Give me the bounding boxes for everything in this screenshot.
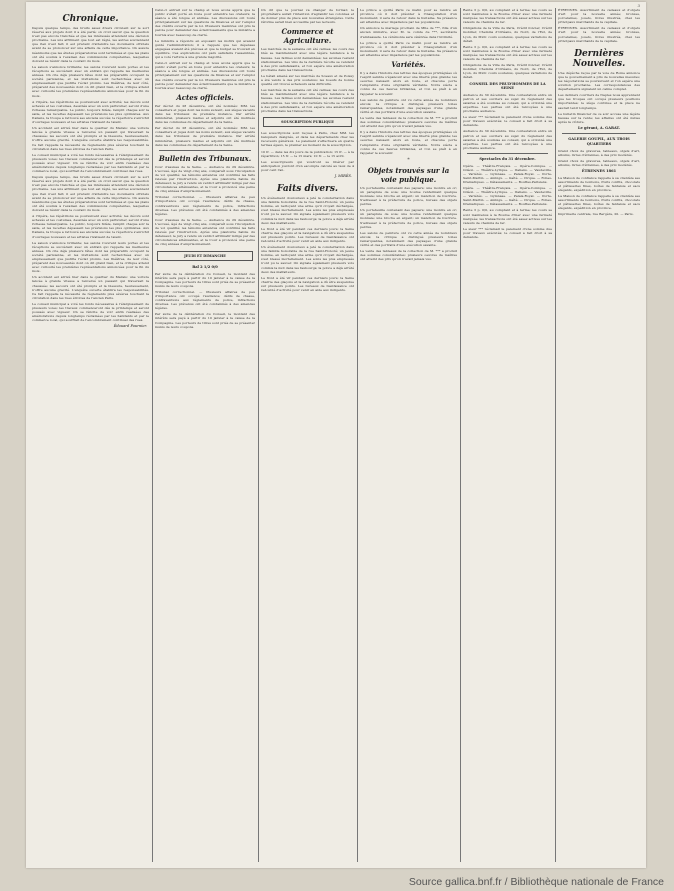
section-heading: Commerce et Agriculture. bbox=[281, 27, 334, 46]
article-paragraph: Cour d'assises de la Seine. — Audience du 29 décembre. L'accusé, âgé de vingt-cinq ans, comparaît sous l'inculpation de vol qualifié; les témoins entendus ont confirmé les faits relevés par l'instruction. Après une plaidoirie habile du défenseur, le jury a rendu un verdict affirmatif mitigé par des circonstances atténuantes, et la Cour a prononcé une peine de cinq années d'emprisonnement. bbox=[155, 217, 255, 247]
article-paragraph: Tribunal correctionnel. — Plusieurs affaires de peu d'importance ont occupé l'audience; délits de chasse, contraventions aux règlements de police, infractions diverses. Les prévenus ont été condamnés à des amendes légères. bbox=[155, 289, 255, 311]
column-rule bbox=[258, 8, 259, 862]
article-paragraph: Le sieur *** réclamait le paiement d'une somme due pour travaux exécutés; le conseil a fait droit à sa demande. bbox=[463, 115, 552, 128]
article-paragraph: Par décret du 28 décembre, ont été nommés: MM. les conseillers et juges dont les noms suivent, aux sièges vacants dans les tribunaux de première instance. Par arrêté ministériel, plusieurs maires et adjoints ont été institués dans les communes du département de la Seine. bbox=[155, 103, 255, 125]
article-paragraph: Opéra. — Théâtre-Français. — Opéra-Comique. — Odéon. — Théâtre-Lyrique. — Italiens. — Vaudeville. — Variétés. — Gymnase. — Palais-Royal. — Porte-Saint-Martin. — Ambigu. — Gaîté. — Cirque. — Folies-Dramatiques. — Délassements. — Bouffes-Parisiens. bbox=[463, 163, 552, 184]
article-paragraph: Le bétail amené sur les marchés de Sceaux et de Poissy a été vendu à des prix soutenus; les boeufs de bonne qualité ont trouvé acheteurs sans difficulté. bbox=[261, 73, 354, 87]
separator bbox=[467, 153, 548, 154]
article-paragraph: Par suite de la délibération du Conseil, le montant des intérêts sera payé à partir du 10 janvier à la caisse de la Compagnie. Les porteurs de titres sont priés de se présenter munis de leurs coupons. bbox=[155, 271, 255, 288]
article-paragraph: Rente 3 p. 0/0, au comptant et à terme; les cours se sont maintenus à la Bourse d'hier avec une fermeté marquée; les transactions ont été assez actives sur les valeurs de chemins de fer. bbox=[463, 208, 552, 225]
article-paragraph: Celui-ci entrait sur le champ et nous avons appris que le public s'était porté en foule pour entendre les orateurs; la séance a été longue et animée. Les discussions ont roulé principalement sur les questions de finances et sur l'emploi des crédits ouverts par la loi. Plusieurs membres ont pris la parole pour demander des éclaircissements que le ministre a fournis avec beaucoup de clarté. bbox=[155, 8, 255, 37]
article-paragraph: Un événement douloureux a jeté la consternation dans une famille honorable de la rue Saint-Honoré; un jeune homme, en nettoyant une arme qu'il croyait déchargée, s'est blessé mortellement. Les soins les plus empressés n'ont pu le sauver. On signale également plusieurs vols commis la nuit dans les faubourgs; la police a déjà arrêté deux des malfaiteurs. bbox=[261, 245, 354, 274]
article-paragraph: La saison s'annonce brillante; les salons rouvrent leurs portes et les réceptions se succèdent avec un entrain qui rappelle les meilleures années. On cite déjà plusieurs fêtes dont les préparatifs occupent la société parisienne, et les invitations sont recherchées avec un empressement que justifie l'éclat promis. Les théâtres, de leur côté, préparent des nouveautés dont on dit grand bien, et la critique attend avec curiosité les premières représentations annoncées pour la fin du mois. bbox=[32, 64, 149, 98]
column-5 bbox=[463, 8, 552, 862]
article-paragraph: Un portefeuille contenant des papiers; une montre en or; un parapluie de soie; une bourse renfermant quelque monnaie; une broche en argent; un manchon de fourrure. S'adresser à la préfecture de police, bureau des objets perdus. bbox=[360, 208, 457, 229]
article-paragraph: Audience du 30 décembre. Une contestation entre un patron et ses ouvriers au sujet du règlement des salaires a été soumise au conseil, qui a ordonné une expertise. Les parties ont été renvoyées à une prochaine audience. bbox=[463, 92, 552, 114]
chronique-heading: Chronique. bbox=[62, 14, 119, 24]
article-paragraph: Le prince a quitté Paris ce matin pour se rendre en province où il doit présider à l'inauguration d'un monument; il sera de retour dans la huitaine. Sa présence est attendue avec impatience par les populations. bbox=[360, 8, 457, 25]
advert-paragraph: Imprimerie centrale, rue Bergère, 20. — Paris. bbox=[558, 212, 634, 217]
subscription-box: SOUSCRIPTION PUBLIQUE bbox=[263, 117, 352, 127]
article-paragraph: ÉTRENNES. Assortiment de cadeaux et d'objets d'art pour la nouvelle année; bronzes, porcelaines, jouets, livres illustrés, chez les principaux marchands de la capitale. bbox=[558, 8, 640, 25]
spectacles-heading: Spectacles du 31 décembre. bbox=[479, 156, 536, 161]
article-paragraph: Les souscriptions sont reçues à Paris, chez MM. les banquiers désignés, et dans les départements chez les receveurs généraux. Le paiement s'effectuera en quatre termes égaux, le premier au moment de la souscription. bbox=[261, 131, 354, 148]
notice-box: JEUDI ET DIMANCHE bbox=[157, 251, 253, 261]
article-paragraph: A l'Opéra, les répétitions se poursuivent avec activité; les décors sont achevés et les costumes, dessinés avec un soin particulier, seront d'une richesse remarquable. Le public, toujours fidèle, remplit chaque soir la salle, et les recettes dépassent les prévisions les plus optimistes. Aux Italiens, la troupe a retrouvé ses anciens succès; le répertoire s'enrichit d'ouvrages nouveaux et les artistes rivalisent de talent. bbox=[32, 99, 149, 125]
column-6 bbox=[558, 8, 640, 862]
article-paragraph: La vente des tableaux de la collection de M. *** a produit des sommes considérables; plusieurs oeuvres de maîtres ont atteint des prix qu'on n'avait jamais vus. bbox=[360, 249, 457, 262]
column-rule bbox=[555, 8, 556, 862]
column-3 bbox=[261, 8, 354, 862]
author-signature: Édouard Fournier. bbox=[113, 324, 147, 329]
article-paragraph: Rente 3 p. 0/0, au comptant et à terme; les cours se sont maintenus à la Bourse d'hier avec une fermeté marquée; les transactions ont été assez actives sur les valeurs de chemins de fer. bbox=[463, 8, 552, 25]
article-paragraph: Les souscripteurs qui voudront se libérer par anticipation jouiront d'un escompte calculé au taux de 4 pour cent l'an. bbox=[261, 159, 354, 172]
article-paragraph: Un portefeuille contenant des papiers; une montre en or; un parapluie de soie; une bourse renfermant quelque monnaie; une broche en argent; un manchon de fourrure. S'adresser à la préfecture de police, bureau des objets perdus. bbox=[360, 185, 457, 207]
article-paragraph: Les salons de peinture ont vu cette année de nombreux envois; la critique a distingué plusieurs toiles remarquables, notamment des paysages d'une grande vérité et des portraits d'une exécution savante. bbox=[360, 97, 457, 114]
article-paragraph: Les derniers courriers de Naples nous apprennent que les troupes ont occupé plusieurs positions importantes; le siège continue et la place ne saurait tenir longtemps. bbox=[558, 93, 640, 110]
article-paragraph: Le froid a été vif pendant ces derniers jours; la Seine charrie des glaçons et la navigation a dû être suspendue sur plusieurs points. Les bureaux de bienfaisance ont redoublé d'activité pour venir en aide aux indigents. bbox=[261, 275, 354, 292]
section-heading: CONSEIL DES PRUD'HOMMES DE LA SEINE bbox=[469, 81, 546, 91]
article-paragraph: Obligations de la Ville de Paris, Crédit foncier, Crédit mobilier, Chemins d'Orléans, du Nord, de l'Est, de Lyon, du Midi: cours soutenus, quelques variations de détail. bbox=[463, 63, 552, 80]
advert-paragraph: Grand choix de gravures, tableaux, objets d'art, albums, livres d'étrennes, à des prix modérés. bbox=[558, 158, 640, 167]
column-4 bbox=[360, 8, 457, 862]
article-paragraph: La vente des tableaux de la collection de M. *** a produit des sommes considérables; plusieurs oeuvres de maîtres ont atteint des prix qu'on n'avait jamais vus. bbox=[360, 115, 457, 129]
article-paragraph: Opéra. — Théâtre-Français. — Opéra-Comique. — Odéon. — Théâtre-Lyrique. — Italiens. — Vaudeville. — Variétés. — Gymnase. — Palais-Royal. — Porte-Saint-Martin. — Ambigu. — Gaîté. — Cirque. — Folies-Dramatiques. — Délassements. — Bouffes-Parisiens. bbox=[463, 185, 552, 207]
article-paragraph: Obligations de la Ville de Paris, Crédit foncier, Crédit mobilier, Chemins d'Orléans, du Nord, de l'Est, de Lyon, du Midi: cours soutenus, quelques variations de détail. bbox=[463, 26, 552, 43]
faits-divers-heading: Faits divers. bbox=[276, 184, 339, 195]
article-paragraph: ÉTRENNES. Assortiment de cadeaux et d'objets d'art pour la nouvelle année; bronzes, porcelaines, jouets, livres illustrés, chez les principaux marchands de la capitale. bbox=[558, 26, 640, 43]
article-paragraph: Un accident est arrivé hier dans le quartier du Marais: une voiture lancée à grande vitesse a renversé un passant qui traversait la chaussée; les secours ont été prompts et la blessure, heureusement, n'offre aucune gravité. L'enquête ouverte établira les responsabilités. Ce fait rappelle la nécessité de règlements plus sévères touchant la circulation dans les rues étroites de l'ancien Paris. bbox=[32, 275, 149, 300]
newspaper-page bbox=[26, 2, 646, 868]
article-paragraph: Le froid a été vif pendant ces derniers jours; la Seine charrie des glaçons et la navigation a dû être suspendue sur plusieurs points. Les bureaux de bienfaisance ont redoublé d'activité pour venir en aide aux indigents. bbox=[261, 226, 354, 243]
section-heading: Variétés. bbox=[391, 60, 426, 70]
ornament: * bbox=[407, 156, 410, 163]
article-paragraph: Depuis quelque temps, des bruits assez divers circulent sur le sort réservé aux projets dont il a été parlé; on croit savoir que la question n'est pas encore tranchée et que les intéressés attendent une décision prochaine. Les uns affirment que tout est réglé, les autres soutiennent que rien n'est fait; il est prudent d'attendre les documents officiels avant de se prononcer sur une affaire de cette importance. On assure néanmoins que les études préparatoires sont terminées et que les plans ont été soumis à l'examen des commissions compétentes, lesquelles doivent se réunir dans le courant du mois. bbox=[32, 26, 149, 63]
article-paragraph: Le bulletin financier de ce soir accuse une légère hausse sur la rente; les affaires ont été nulles après la clôture. bbox=[558, 111, 640, 124]
article-paragraph: On annonce le mariage prochain de Mlle de ***, fille d'un ancien ministre, avec M. le comte de ***, secrétaire d'ambassade. La cérémonie sera célébrée dans l'intimité. bbox=[360, 26, 457, 39]
article-paragraph: Le sieur *** réclamait le paiement d'une somme due pour travaux exécutés; le conseil a fait droit à sa demande. bbox=[463, 226, 552, 239]
section-heading: Bulletin des Tribunaux. bbox=[158, 153, 252, 163]
column-2 bbox=[155, 8, 255, 862]
article-paragraph: Les marchés de la semaine ont été calmes; les cours des blés se maintiennent avec une légère tendance à la hausse. Les farines sont demandées; les avoines restent stationnaires. Les vins de la dernière récolte se vendent à des prix satisfaisants, et l'on espère une amélioration prochaine dans les transactions. bbox=[261, 47, 354, 72]
article-paragraph: Le ministre a répondu en exposant les motifs qui avaient guidé l'administration; il a rappelé que les dépenses engagées avaient été prévues et que le budget se trouvait en équilibre. Ces explications ont paru satisfaire l'assemblée, qui a voté l'article à une grande majorité. bbox=[155, 38, 255, 60]
article-paragraph: Les salons de peinture ont vu cette année de nombreux envois; la critique a distingué plusieurs toiles remarquables, notamment des paysages d'une grande vérité et des portraits d'une exécution savante. bbox=[360, 230, 457, 248]
article-paragraph: Le conseil municipal a voté les fonds nécessaires à l'élargissement de plusieurs voies; les travaux commenceront dès le printemps et seront poussés avec vigueur. On se félicite de voir enfin réalisées des améliorations depuis longtemps réclamées par les habitants et par le commerce local, qui souffrait de l'encombrement continuel des rues. bbox=[32, 152, 149, 174]
advert-paragraph: La Maison de confiance rappelle à sa clientèle ses assortiments de bonbons, fruits confits, chocolats et pâtisseries fines, boîtes de fantaisie et sacs élégants, expédition en province. bbox=[558, 194, 640, 211]
author-signature: J. MIRÈS. bbox=[334, 174, 352, 179]
article-paragraph: Par décret du 28 décembre, ont été nommés: MM. les conseillers et juges dont les noms suivent, aux sièges vacants dans les tribunaux de première instance. Par arrêté ministériel, plusieurs maires et adjoints ont été institués dans les communes du département de la Seine. bbox=[155, 126, 255, 147]
column-rule bbox=[357, 8, 358, 862]
article-paragraph: Le prince a quitté Paris ce matin pour se rendre en province où il doit présider à l'inauguration d'un monument; il sera de retour dans la huitaine. Sa présence est attendue avec impatience par les populations. bbox=[360, 40, 457, 57]
dernieres-nouvelles-heading: Dernières Nouvelles. bbox=[572, 48, 626, 69]
advert-title: ÉTRENNES 1861 bbox=[581, 169, 617, 174]
advert-title: GALERIE GOUPIL, AUX TROIS QUARTIERS bbox=[568, 137, 630, 147]
column-rule bbox=[152, 8, 153, 862]
article-paragraph: Il y a dans l'histoire des lettres des époques privilégiées où l'esprit semble s'épanouir avec une liberté plus grande; les oeuvres naissent alors en foule, et chacune porte l'empreinte d'une originalité véritable. Notre siècle a connu de ces heures brillantes, et l'on se plaît à en rappeler le souvenir. bbox=[360, 71, 457, 96]
article-paragraph: Tribunal correctionnel. — Plusieurs affaires de peu d'importance ont occupé l'audience; délits de chasse, contraventions aux règlements de police, infractions diverses. Les prévenus ont été condamnés à des amendes légères. bbox=[155, 195, 255, 216]
article-paragraph: Par suite de la délibération du Conseil, le montant des intérêts sera payé à partir du 10 janvier à la caisse de la Compagnie. Les porteurs de titres sont priés de se présenter munis de leurs coupons. bbox=[155, 312, 255, 329]
page-marker: 3 bbox=[637, 3, 640, 8]
column-rule bbox=[460, 8, 461, 862]
article-paragraph: A l'Opéra, les répétitions se poursuivent avec activité; les décors sont achevés et les costumes, dessinés avec un soin particulier, seront d'une richesse remarquable. Le public, toujours fidèle, remplit chaque soir la salle, et les recettes dépassent les prévisions les plus optimistes. Aux Italiens, la troupe a retrouvé ses anciens succès; le répertoire s'enrichit d'ouvrages nouveaux et les artistes rivalisent de talent. bbox=[32, 214, 149, 239]
advert-paragraph: La Maison de confiance rappelle à sa clientèle ses assortiments de bonbons, fruits confits, chocolats et pâtisseries fines, boîtes de fantaisie et sacs élégants, expédition en province. bbox=[558, 175, 640, 192]
article-paragraph: Un accident est arrivé hier dans le quartier du Marais: une voiture lancée à grande vitesse a renversé un passant qui traversait la chaussée; les secours ont été prompts et la blessure, heureusement, n'offre aucune gravité. L'enquête ouverte établira les responsabilités. Ce fait rappelle la nécessité de règlements plus sévères touchant la circulation dans les rues étroites de l'ancien Paris. bbox=[32, 126, 149, 151]
article-paragraph: 10 fr. — dans les dix jours de la publication; 15 fr. — à la répartition; 15 fr. — le 15 mars; 10 fr. — le 15 avril. bbox=[261, 149, 354, 158]
article-paragraph: Un événement douloureux a jeté la consternation dans une famille honorable de la rue Saint-Honoré; un jeune homme, en nettoyant une arme qu'il croyait déchargée, s'est blessé mortellement. Les soins les plus empressés n'ont pu le sauver. On signale également plusieurs vols commis la nuit dans les faubourgs; la police a déjà arrêté deux des malfaiteurs. bbox=[261, 196, 354, 225]
article-paragraph: Il y a dans l'histoire des lettres des époques privilégiées où l'esprit semble s'épanouir avec une liberté plus grande; les oeuvres naissent alors en foule, et chacune porte l'empreinte d'une originalité véritable. Notre siècle a connu de ces heures brillantes, et l'on se plaît à en rappeler le souvenir. bbox=[360, 130, 457, 155]
column-1 bbox=[32, 8, 149, 862]
source-credit: Source gallica.bnf.fr / Bibliothèque nationale de France bbox=[408, 876, 664, 888]
separator bbox=[562, 133, 636, 134]
article-paragraph: Les marchés de la semaine ont été calmes; les cours des blés se maintiennent avec une légère tendance à la hausse. Les farines sont demandées; les avoines restent stationnaires. Les vins de la dernière récolte se vendent à des prix satisfaisants, et l'on espère une amélioration prochaine dans les transactions. bbox=[261, 88, 354, 113]
article-paragraph: Celui-ci entrait sur le champ et nous avons appris que le public s'était porté en foule pour entendre les orateurs; la séance a été longue et animée. Les discussions ont roulé principalement sur les questions de finances et sur l'emploi des crédits ouverts par la loi. Plusieurs membres ont pris la parole pour demander des éclaircissements que le ministre a fournis avec beaucoup de clarté. bbox=[155, 61, 255, 90]
article-paragraph: Le conseil municipal a voté les fonds nécessaires à l'élargissement de plusieurs voies; les travaux commenceront dès le printemps et seront poussés avec vigueur. On se félicite de voir enfin réalisées des améliorations depuis longtemps réclamées par les habitants et par le commerce local, qui souffrait de l'encombrement continuel des rues. bbox=[32, 301, 149, 323]
article-paragraph: Rente 3 p. 0/0, au comptant et à terme; les cours se sont maintenus à la Bourse d'hier avec une fermeté marquée; les transactions ont été assez actives sur les valeurs de chemins de fer. bbox=[463, 44, 552, 62]
article-paragraph: Une dépêche reçue par la voie de Rome annonce que le gouvernement a pris de nouvelles mesures; les négociations se poursuivent et l'on espère une solution prochaine. Les correspondances des départements signalent un calme complet. bbox=[558, 70, 640, 92]
article-paragraph: Cour d'assises de la Seine. — Audience du 29 décembre. L'accusé, âgé de vingt-cinq ans, comparaît sous l'inculpation de vol qualifié; les témoins entendus ont confirmé les faits relevés par l'instruction. Après une plaidoirie habile du défenseur, le jury a rendu un verdict affirmatif mitigé par des circonstances atténuantes, et la Cour a prononcé une peine de cinq années d'emprisonnement. bbox=[155, 164, 255, 194]
article-paragraph: La saison s'annonce brillante; les salons rouvrent leurs portes et les réceptions se succèdent avec un entrain qui rappelle les meilleures années. On cite déjà plusieurs fêtes dont les préparatifs occupent la société parisienne, et les invitations sont recherchées avec un empressement que justifie l'éclat promis. Les théâtres, de leur côté, préparent des nouveautés dont on dit grand bien, et la critique attend avec curiosité les premières représentations annoncées pour la fin du mois. bbox=[32, 240, 149, 274]
gerant-line: Le gérant, A. GARAT. bbox=[577, 125, 621, 130]
section-heading: Objets trouvés sur la voie publique. bbox=[367, 165, 450, 184]
article-paragraph: On dit que le journal va changer de format; le propriétaire aurait l'intention d'agrandir les colonnes et de donner plus de place aux nouvelles étrangères. Cette réforme serait bien accueillie par les lecteurs. bbox=[261, 8, 354, 25]
article-paragraph: Audience du 30 décembre. Une contestation entre un patron et ses ouvriers au sujet du règlement des salaires a été soumise au conseil, qui a ordonné une expertise. Les parties ont été renvoyées à une prochaine audience. bbox=[463, 129, 552, 150]
section-heading: Actes officiels. bbox=[176, 92, 234, 102]
article-paragraph: Depuis quelque temps, des bruits assez divers circulent sur le sort réservé aux projets dont il a été parlé; on croit savoir que la question n'est pas encore tranchée et que les intéressés attendent une décision prochaine. Les uns affirment que tout est réglé, les autres soutiennent que rien n'est fait; il est prudent d'attendre les documents officiels avant de se prononcer sur une affaire de cette importance. On assure néanmoins que les études préparatoires sont terminées et que les plans ont été soumis à l'examen des commissions compétentes, lesquelles doivent se réunir dans le courant du mois. bbox=[32, 175, 149, 212]
separator bbox=[159, 150, 251, 151]
notice-title: Bal 2 1/2 0/0 bbox=[192, 264, 218, 269]
advert-paragraph: Grand choix de gravures, tableaux, objets d'art, albums, livres d'étrennes, à des prix modérés. bbox=[558, 148, 640, 157]
